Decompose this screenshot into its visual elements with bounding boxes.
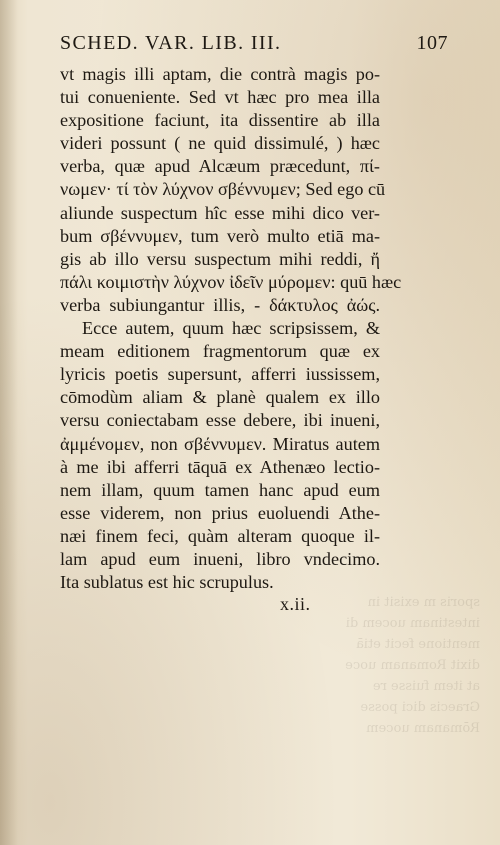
text-line: bum σβέννυμεν, tum verò multo etiā ma- <box>60 225 380 246</box>
catchword: x.ii. <box>280 594 311 614</box>
text-line: versu coniectabam esse debere, ibi inueni, <box>60 410 380 431</box>
spine-shadow <box>0 0 18 845</box>
text-line: verba, quæ apud Alcæum præcedunt, πί- <box>60 156 380 177</box>
text-line: gis ab illo versu suspectum mihi reddi, ἤ <box>60 248 380 269</box>
text-line: cōmodùm aliam & planè qualem ex illo <box>60 387 380 408</box>
text-line: à me ibi afferri tāquā ex Athenæo lectio- <box>60 456 380 477</box>
text-line: Ecce autem, quum hæc scripsissem, & <box>82 318 380 339</box>
text-line: lam apud eum inueni, libro vndecimo. <box>60 548 380 569</box>
text-line: vt magis illi aptam, die contrà magis po- <box>60 64 380 84</box>
text-line: meam editionem fragmentorum quæ ex <box>60 341 380 362</box>
page-number: 107 <box>416 32 448 54</box>
text-line: expositione faciunt, ita dissentire ab illa <box>60 110 380 131</box>
text-line: ἀμμένομεν, non σβέννυμεν. Miratus autem <box>60 433 380 454</box>
text-line: verba subiungantur illis, - δάκτυλος ἀώς. <box>60 294 380 315</box>
text-line: næi finem feci, quàm alteram quoque il- <box>60 525 380 546</box>
running-title: SCHED. VAR. LIB. III. <box>60 32 282 54</box>
text-line: nem illam, quum tamen hanc apud eum <box>60 479 380 500</box>
text-line: Ita sublatus est hic scrupulus. <box>60 572 274 593</box>
text-line: aliunde suspectum hîc esse mihi dico ver- <box>60 202 380 223</box>
text-line: tui conueniente. Sed vt hæc pro mea illa <box>60 87 380 108</box>
text-line: esse viderem, non prius euoluendi Athe- <box>60 502 380 523</box>
running-head <box>60 32 448 58</box>
show-through-text: sporis m exisit in intestinam uocem di mentione fecit etiā dixit Romanam uoce at item fuisse re Graecis dici posse Rōmanam uocem <box>345 595 480 736</box>
text-line: videri possunt ( ne quid dissimulé, ) hæc <box>60 133 380 154</box>
text-line: πάλι κοιμιστὴν λύχνον ἰδεῖν μύρομεν: quū hæc <box>60 271 402 292</box>
text-block <box>60 63 402 594</box>
text-line: lyricis poetis supersunt, afferri iussissem, <box>60 364 380 385</box>
text-line: νωμεν· τί τὸν λύχνον σβέννυμεν; Sed ego cū <box>60 179 386 200</box>
